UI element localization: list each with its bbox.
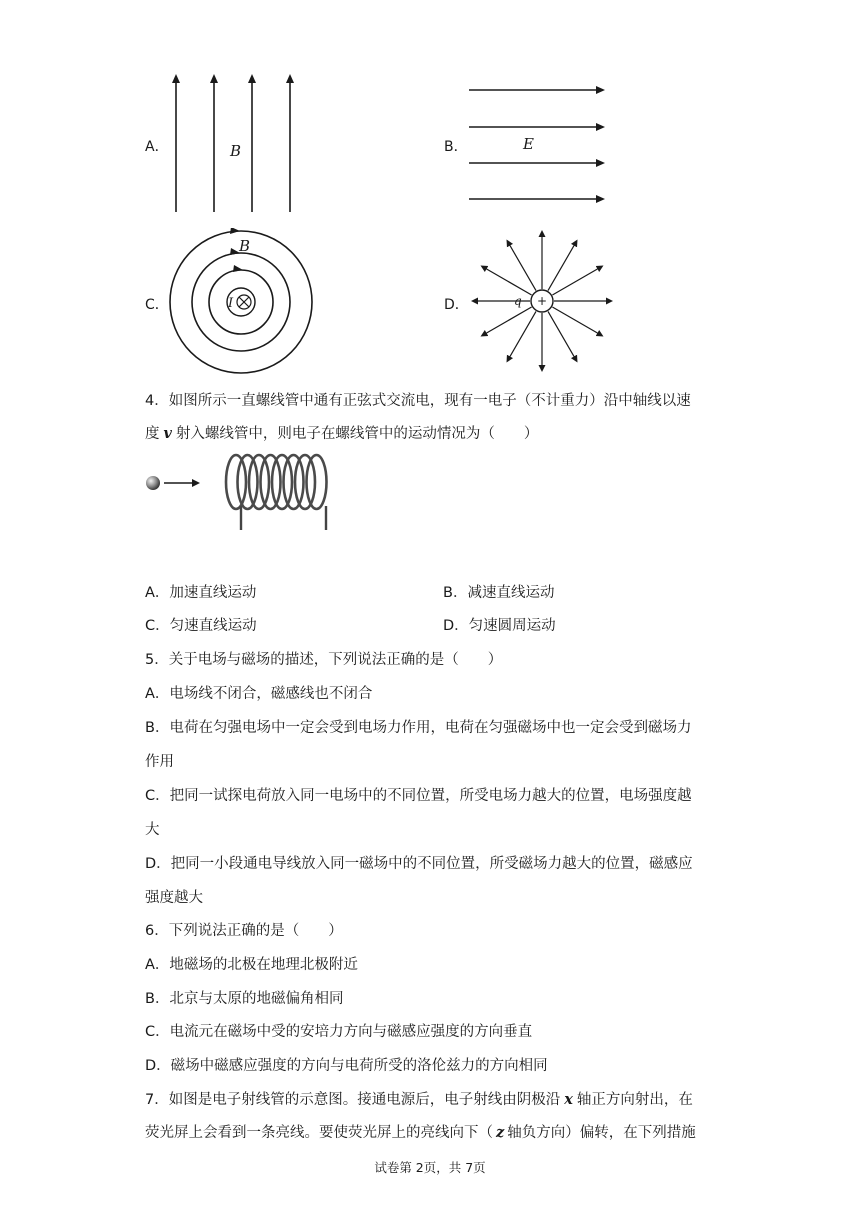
q5-option-b-line-1: B．电荷在匀强电场中一定会受到电场力作用，电荷在匀强磁场中也一定会受到磁场力 [145, 720, 692, 736]
coil-turn [284, 455, 304, 509]
figure-b-electric-field-lines [465, 78, 610, 208]
q6-option-b: B．北京与太原的地磁偏角相同 [145, 991, 344, 1007]
figure-b-label: B． [444, 139, 468, 155]
solenoid-coil [226, 455, 327, 509]
field-symbol-b: B [230, 142, 242, 160]
field-circle-middle [192, 253, 290, 351]
coil-turn [307, 455, 327, 509]
coil-turn [272, 455, 292, 509]
coil-turn [249, 455, 269, 509]
q6-stem: 6．下列说法正确的是（ ） [145, 923, 343, 939]
q4-stem-line-2: 度 v 射入螺线管中，则电子在螺线管中的运动情况为（ ） [145, 425, 539, 442]
q4-option-a: A．加速直线运动 [145, 585, 257, 601]
q6-option-c: C．电流元在磁场中受的安培力方向与磁感应强度的方向垂直 [145, 1024, 533, 1040]
q5-option-a: A．电场线不闭合，磁感线也不闭合 [145, 686, 373, 702]
figure-a-label: A． [145, 139, 169, 155]
q4-option-c: C．匀速直线运动 [145, 618, 257, 634]
figure-c-circular-field-lines [166, 228, 316, 378]
coil-turn [226, 455, 246, 509]
q4-option-d: D．匀速圆周运动 [443, 618, 556, 634]
q5-stem: 5．关于电场与磁场的描述，下列说法正确的是（ ） [145, 652, 503, 668]
axis-symbol-z: z [496, 1124, 505, 1141]
axis-symbol-x: x [564, 1091, 573, 1108]
coil-turn [261, 455, 281, 509]
current-symbol-i: I [228, 296, 234, 311]
q4-stem-line-1: 4．如图所示一直螺线管中通有正弦式交流电，现有一电子（不计重力）沿中轴线以速 [145, 393, 691, 409]
figure-c-label: C． [145, 297, 169, 313]
velocity-symbol: v [163, 425, 172, 442]
charge-sign: + [536, 294, 548, 308]
electron [146, 476, 160, 490]
q5-option-d-line-2: 强度越大 [145, 890, 203, 906]
charge-symbol-q: q [514, 294, 522, 308]
field-symbol-b: B [239, 237, 251, 255]
coil-turn [295, 455, 315, 509]
field-circle-inner [209, 270, 273, 334]
direction-arrow-icon [230, 228, 240, 234]
q6-option-d: D．磁场中磁感应强度的方向与电荷所受的洛伦兹力的方向相同 [145, 1058, 548, 1074]
q6-option-a: A．地磁场的北极在地理北极附近 [145, 957, 358, 973]
q7-stem-line-1: 7．如图是电子射线管的示意图。接通电源后，电子射线由阴极沿 x 轴正方向射出，在 [145, 1091, 693, 1108]
q5-option-c-line-2: 大 [145, 822, 160, 838]
q5-option-c-line-1: C．把同一试探电荷放入同一电场中的不同位置，所受电场力越大的位置，电场强度越 [145, 788, 692, 804]
figure-d-label: D． [444, 297, 469, 313]
q4-solenoid-figure [140, 448, 360, 536]
q5-option-b-line-2: 作用 [145, 754, 174, 770]
figure-a-magnetic-field-lines [160, 70, 310, 215]
q5-option-d-line-1: D．把同一小段通电导线放入同一磁场中的不同位置，所受磁场力越大的位置，磁感应 [145, 856, 693, 872]
coil-turn [238, 455, 258, 509]
figure-d-radial-field-lines [470, 228, 615, 373]
q4-option-b: B．减速直线运动 [443, 585, 555, 601]
q7-stem-line-2: 荧光屏上会看到一条亮线。要使荧光屏上的亮线向下（ z 轴负方向）偏转，在下列措施 [145, 1124, 696, 1141]
page-footer: 试卷第 2页，共 7页 [374, 1160, 486, 1175]
field-symbol-e: E [523, 135, 534, 153]
direction-arrow-icon [233, 265, 243, 272]
